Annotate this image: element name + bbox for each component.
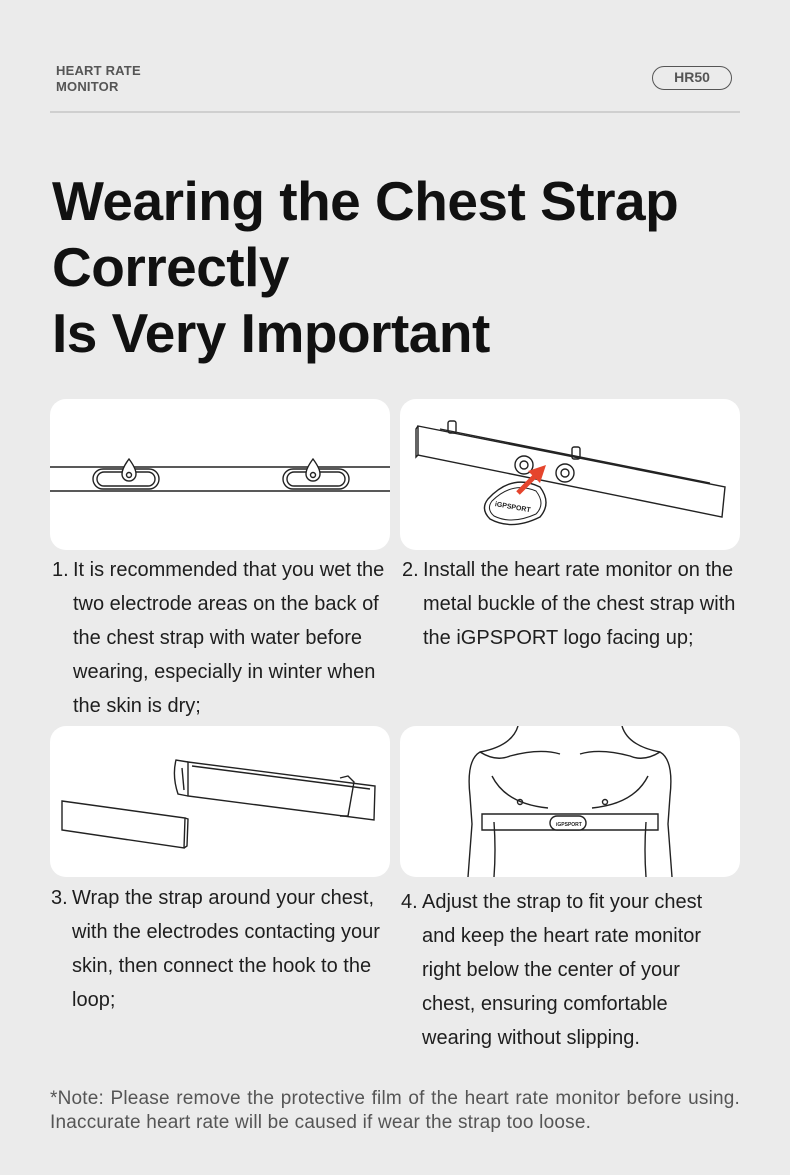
product-category: HEART RATE MONITOR [56, 63, 141, 94]
illustration-electrodes [50, 399, 390, 550]
heart-rate-monitor-pod [550, 816, 586, 830]
step-3-number: 3. [51, 887, 68, 909]
step-4 [401, 885, 731, 1055]
heart-rate-monitor-pod [484, 482, 546, 524]
step-2-number: 2. [402, 559, 419, 581]
water-drop-icon [122, 459, 136, 481]
illustration-install-monitor [400, 399, 740, 550]
pod-logo: iGPSPORT [556, 822, 582, 828]
illustration-hook-loop [50, 726, 390, 877]
water-drop-icon [306, 459, 320, 481]
step-2-text: Install the heart rate monitor on the metal buckle of the chest strap with the iGPSPORT logo facing up; [423, 559, 736, 649]
step-2 [402, 553, 742, 655]
step-4-number: 4. [401, 891, 418, 913]
title-line-2: Correctly [52, 236, 289, 298]
model-badge: HR50 [652, 66, 732, 90]
illustration-wearing [400, 726, 740, 877]
pod-logo: iGPSPORT [494, 501, 532, 515]
page-title [52, 168, 752, 366]
title-line-3: Is Very Important [52, 302, 490, 364]
step-3 [51, 881, 396, 1017]
header [56, 63, 740, 95]
footnote: *Note: Please remove the protective film of the heart rate monitor before using. Inaccurate heart rate will be caused if wear the strap too loose. [50, 1088, 740, 1133]
step-1-text: It is recommended that you wet the two electrode areas on the back of the chest strap with water before wearing, especially in winter when the skin is dry; [73, 559, 385, 717]
step-1-number: 1. [52, 559, 69, 581]
title-line-1: Wearing the Chest Strap [52, 170, 679, 232]
step-1 [52, 553, 397, 723]
step-3-text: Wrap the strap around your chest, with the electrodes contacting your skin, then connect the hook to the loop; [72, 887, 380, 1011]
step-4-text: Adjust the strap to fit your chest and keep the heart rate monitor right below the center of your chest, ensuring comfortable wearing without slipping. [422, 891, 703, 1049]
header-divider [50, 111, 740, 113]
